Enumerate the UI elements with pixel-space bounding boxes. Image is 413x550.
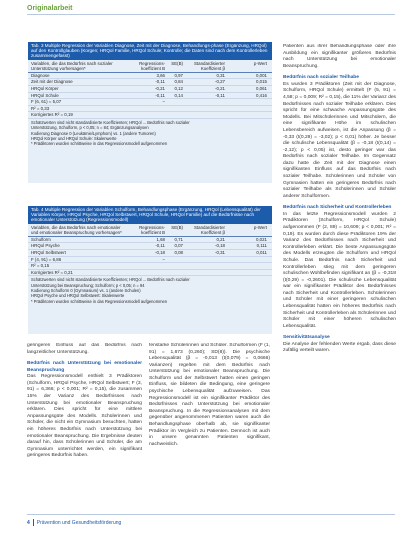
col-head: p-Wert <box>253 60 267 66</box>
table-cell: -0,11 <box>155 92 165 98</box>
table-row <box>28 73 272 80</box>
table-3-notes <box>28 119 272 148</box>
table-cell <box>165 112 183 118</box>
section-heading: Bedürfnis nach Sicherheit und Kontrollerleben <box>283 205 392 211</box>
table-cell: R² = 0,33 <box>31 105 50 111</box>
table-cell <box>183 99 225 105</box>
table-note: Kodierung Schulform 0 (Gymnasium) vs. 1 (andere Schulen) <box>31 287 141 293</box>
table-cell <box>125 270 165 276</box>
journal-name: Prävention und Gesundheitsförderung <box>36 519 122 526</box>
table-cell: -0,11 <box>215 92 225 98</box>
table-cell: 0,001 <box>256 72 267 78</box>
table-cell: Zeit mit der Diagnose <box>31 79 73 85</box>
table-cell: 0,021 <box>256 236 267 242</box>
table-cell: 0,84 <box>174 79 183 85</box>
col-head: Variablen, die das Bedürfnis nach sozialer Unterstützung vorhersagen* <box>31 60 113 71</box>
table-row <box>28 112 272 119</box>
table-cell: -0,21 <box>154 85 165 91</box>
table-cell <box>165 270 183 276</box>
table-note: * Prädiktoren wurden schrittweise in das Regressionsmodell aufgenommen <box>31 298 168 304</box>
table-3-header-row <box>28 60 272 73</box>
table-cell: 0,08 <box>174 249 183 255</box>
table-note: * Prädiktoren wurden schrittweise in das Regressionsmodell aufgenommen <box>31 141 168 147</box>
table-cell <box>165 99 183 105</box>
table-note: Unterstützung bei Beanspruchung; Schulform; p < 0,05; n = 94 <box>31 282 145 288</box>
table-cell: 0,07 <box>174 243 183 249</box>
bottom-left-column <box>27 343 142 511</box>
table-note: HRQol Psyche und HRQol Selbstwert: Skalenwerte <box>31 293 125 299</box>
table-cell: 0,111 <box>256 243 267 249</box>
table-cell <box>183 257 225 263</box>
table-cell: – <box>162 256 165 262</box>
table-cell: Schulform <box>31 236 51 242</box>
bottom-middle-column <box>149 343 270 511</box>
header-rule <box>27 14 395 15</box>
paragraph: geringeren Einfluss auf das Bedürfnis nach langzeitlicher Unterstützung. <box>27 343 142 355</box>
col-head: Standardisierter Koeffizient β <box>194 224 225 235</box>
table-cell: 0,31 <box>216 72 225 78</box>
table-note: Schätzwerten sind nicht standardisierte Koeffizienten; HRQol ... Bedürfnis nach sozialer <box>31 119 190 125</box>
table-cell <box>125 106 165 112</box>
table-note: HRQol Körper und HRQol Schule: Skalenwerte <box>31 135 117 141</box>
table-cell: Diagnose <box>31 72 50 78</box>
table-cell <box>225 257 267 263</box>
col-head: Standardisierter Koeffizient β <box>194 60 225 71</box>
table-cell: HRQol Psyche <box>31 243 60 249</box>
table-cell <box>183 263 225 269</box>
table-cell <box>225 106 267 112</box>
table-cell: -0,27 <box>214 79 225 85</box>
table-cell: 1,68 <box>156 236 165 242</box>
page-number: 4 <box>27 519 30 526</box>
table-4 <box>28 206 272 334</box>
table-cell <box>165 106 183 112</box>
table-cell: -0,11 <box>155 243 165 249</box>
table-row <box>28 106 272 113</box>
table-cell: HRQol Schule <box>31 92 59 98</box>
table-cell: 0,97 <box>174 72 183 78</box>
table-cell <box>225 112 267 118</box>
table-cell: 0,011 <box>256 249 267 255</box>
table-cell: 0,015 <box>256 79 267 85</box>
table-4-body <box>28 237 272 277</box>
table-cell <box>165 263 183 269</box>
table-cell <box>225 99 267 105</box>
paragraph: Die Analyse der fehlenden Werte ergab, dass diese zufällig verteilt waren. <box>283 341 396 354</box>
table-cell <box>183 106 225 112</box>
table-cell: R² = 0,15 <box>31 263 50 269</box>
table-note: Kodierung Diagnose 0 (Leukämie/Lymphom) vs. 1 (andere Tumoren) <box>31 130 156 136</box>
right-column <box>283 44 396 514</box>
table-cell: Korrigiertes R² = 0,21 <box>31 269 73 275</box>
table-cell: -0,11 <box>155 79 165 85</box>
table-cell: 0,21 <box>216 236 225 242</box>
table-note: Schätzwerten sind nicht standardisierte Koeffizienten; HRQol ... Bedürfnis nach sozialer <box>31 277 190 283</box>
table-4-notes <box>28 276 272 305</box>
section-heading: Bedürfnis nach sozialer Teilhabe <box>283 75 360 81</box>
paragraph: Es wurden 3 Prädiktoren (Zeit mit der Diagnose, Schulform, HRQol Schule) ermittelt (F (5, 91) = 4,58; p = 0,009; R² = 0,15), die 11% der Varianz des Bedürfnisses nach sozialer Teilhabe erklären. Dies spricht für eine schwache Anpassungsgüte des Modells. Bei Mitschülerinnen und Mitschülern, die eine signifikante Höhe im schulischen Lebensbereich aufweisen, ist die Anpassung (β = -0,33 (t(0,29) = -3,02); p < 0,01) höher. Je besser die schulische Lebensqualität (β = -0,18 (t(0,14) = -2,12); p < 0,05) ist, desto geringer war das Bedürfnis nach sozialer Teilhabe. Im Gegensatz dazu hatte die Zeit mit der Diagnose einen signifikanten Einfluss auf das Bedürfnis nach sozialer Teilhabe. Schülerinnen und Schüler von Gymnasien hatten ein geringeres Bedürfnis nach sozialer Teilhabe als Schülerinnen und Schüler anderer Schulformen. <box>283 81 396 199</box>
section-heading: Sensitivitätsanalyse <box>283 335 330 341</box>
table-row <box>28 250 272 257</box>
table-cell: HRQol Selbstwert <box>31 249 66 255</box>
table-cell: -0,31 <box>214 249 225 255</box>
table-row <box>28 79 272 86</box>
table-3 <box>28 42 272 183</box>
footer <box>27 519 121 526</box>
footer-rule <box>27 514 395 515</box>
table-row <box>28 243 272 250</box>
table-cell: 3,66 <box>156 72 165 78</box>
table-cell: – <box>162 99 165 105</box>
table-cell: 0,14 <box>174 92 183 98</box>
table-row <box>28 257 272 264</box>
table-cell: 0,416 <box>256 92 267 98</box>
table-cell <box>165 257 183 263</box>
table-cell <box>183 270 225 276</box>
col-head: Regressions-koeffizient B <box>139 224 165 235</box>
table-3-caption: Tab. 3 Multiple Regression der Variablen Diagnose, Zeit mit der Diagnose, Behandlungs-phase (Ergänzung, HRQol) auf den Kontrollglauben (Korgen; HRQol Familie, HRQol Schule; Kontrolle; die Daten sind nach dem Kontrollerleben zusammengefasst) <box>28 42 272 60</box>
col-head: p-Wert <box>253 224 267 230</box>
table-row <box>28 93 272 100</box>
table-note: Unterstützung, Schulform, p < 0,05; n = 84; Ergänzungsanalysen <box>31 125 149 131</box>
table-cell: -0,18 <box>214 243 225 249</box>
table-row <box>28 99 272 106</box>
col-head: SE(B) <box>171 224 183 230</box>
table-cell <box>225 270 267 276</box>
col-head: Variablen, die das Bedürfnis nach emotionaler und emotionaler Beanspruchung vorhersagen* <box>31 224 122 235</box>
table-cell: -0,18 <box>154 249 165 255</box>
table-cell <box>125 112 165 118</box>
table-row <box>28 270 272 277</box>
section-heading: Bedürfnis nach Unterstützung bei emotionaler Beanspruchung <box>27 361 142 373</box>
table-cell: 0,71 <box>174 236 183 242</box>
col-head: Regressions-koeffizient B <box>139 60 165 71</box>
table-3-body <box>28 73 272 119</box>
table-row <box>28 237 272 244</box>
table-cell: Korrigiertes R² = 0,19 <box>31 112 73 118</box>
table-row <box>28 86 272 93</box>
table-cell: 0,12 <box>174 85 183 91</box>
table-row <box>28 263 272 270</box>
paragraph: Patienten aus ihrer Behandlungsphase oder ihre Ausbildung ein signifikanter größeres Bedürfnis nach Unterstützung bei emotionaler Beanspruchung. <box>283 44 396 69</box>
table-cell <box>225 263 267 269</box>
table-cell <box>183 112 225 118</box>
table-cell: F (4, 91) = 6,86 <box>31 256 62 262</box>
table-cell: 0,061 <box>256 85 267 91</box>
table-cell: HRQol Körper <box>31 85 59 91</box>
section-label: Originalarbeit <box>27 5 73 12</box>
paragraph: fenstarke Schülerinnen und Schüler. Schulformen (F (1, 91) = 1,673 (0,260); SD(8)). Die psychische Lebensqualität (β = -0,013 (t(0,079) = 0,0666) Varianzen) regelten mit dem Bedürfnis nach Unterstützung bei emotionaler Beanspruchung. Die Schulform und der Selbstwert hatten einen geringen Einfluss, sie bildeten die Bedingung, eine geringere psychische Lebensqualität aufzuweisen. Das Regressionsmodell ist ein signifikanter Prädiktor des Bedürfnisses nach Unterstützung bei emotionaler Beanspruchung. In die Regressionsanalysen mit dem gegenüber angenommenen Patienten waren auch die Behandlungsphase oberhalb ab, sie signifikanter Prädiktor im Vergleich zu Patienten. Dennoch ist auch in unsere genannten Patienten signifikant, nachweislich. <box>149 343 270 447</box>
col-head: SE(B) <box>171 60 183 66</box>
table-4-header-row <box>28 224 272 237</box>
paragraph: In das letzte Regressionsmodell wurden 2 Prädiktoren (Schulform, HRQol Schule) aufgenommen (F (2, 89) = 10,609; p < 0,001; R² = 0,19). Es wurden durch diese Prädiktoren 19% der Varianz des Bedürfnisses nach Sicherheit und Kontrollerleben erklärt. Die beste Anpassungsgüte des Modells erzeugten die Schulform und HRQol Schule. Das Bedürfnis nach Sicherheit und Kontrollerleben stieg mit dem geringeren schulischen Wohlbefinden signifikant an (β = -0,318 (t(0,29) = -0,2601). Die schulische Lebensqualität war ein signifikanter Prädiktor des Bedürfnisses nach Sicherheit und Kontrollerleben. Schülerinnen und Schüler mit einer geringeren schulischen Lebensqualität hatten ein höheres Bedürfnis nach Sicherheit und Kontrollerleben als Schülerinnen und Schüler mit einer höheren schulischen Lebensqualität. <box>283 211 396 329</box>
table-4-caption: Tab. 4 Multiple Regression der Variablen Schulform, Behandlungsphase (Ergänzung, HRQol (Lebensqualität) der Variablen Körper, HRQol Psyche, HRQol Selbstwert, HRQol Schule, HRQol Familie) auf die Bedürfnisse nach emotionaler Unterstützung (Regressionsmodell) <box>28 206 272 224</box>
table-cell: -0,21 <box>214 85 225 91</box>
table-cell: F (6, 61) = 5,07 <box>31 99 62 105</box>
paragraph: Das Regressionsmodell enthielt 3 Prädiktoren (Schulform, HRQol Psyche, HRQol Selbstwert; F (3, 91) = 6,366; p < 0,001; R² = 0,15), die zusammen 15% der Varianz des Bedürfnisses nach Unterstützung bei emotionaler Beanspruchung erklären. Dies spricht für eine mittlere Anpassungsgüte des Modells. Schülerinnen und Schüler, die nicht ein Gymnasium besuchten, hatten ein höheres Bedürfnis nach Unterstützung bei emotionaler Beanspruchung. Die Ergebnisse deuten darauf hin, dass Schülerinnen und Schüler, die am Gymnasium unterrichtet werden, ein signifikant geringeres Bedürfnis haben. <box>27 374 142 459</box>
footer-divider <box>33 519 34 526</box>
table-cell <box>125 263 165 269</box>
